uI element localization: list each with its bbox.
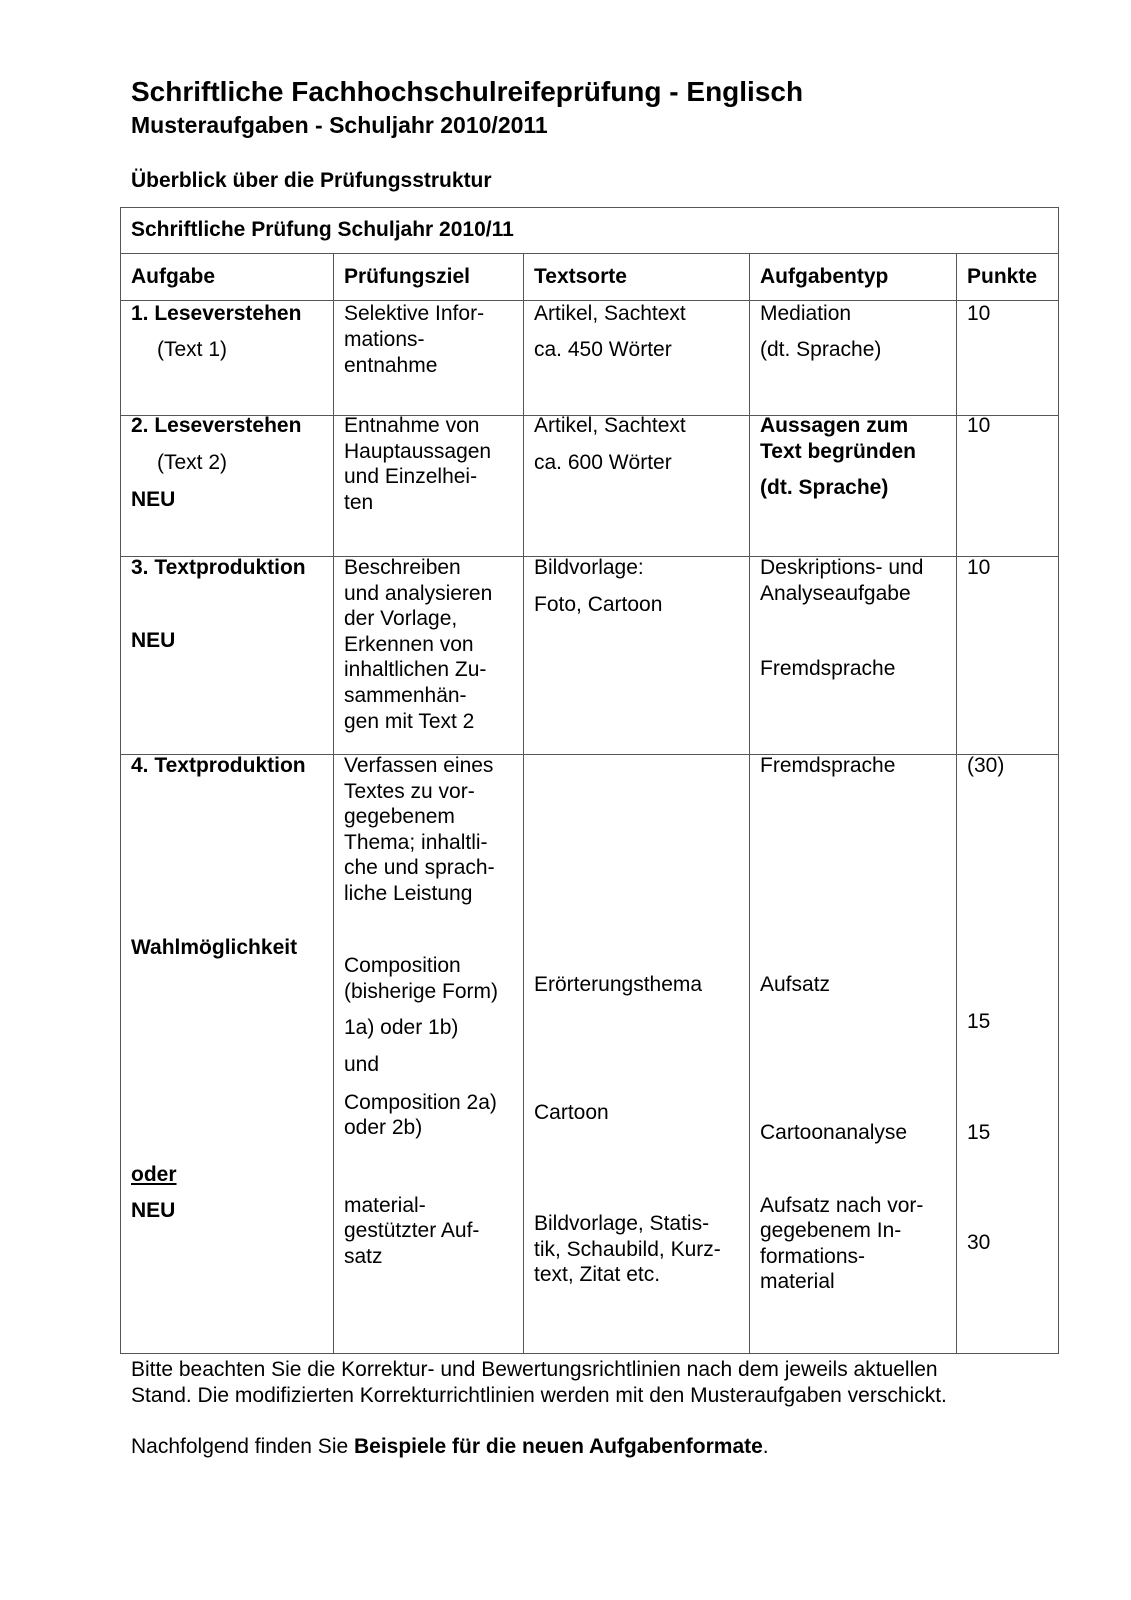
- task-4-material-line: material-: [344, 1194, 426, 1217]
- task-2-ziel-line: Hauptaussagen: [344, 440, 492, 463]
- task-2-ziel-line: Entnahme von: [344, 414, 480, 437]
- footer-note-line-1: Bitte beachten Sie die Korrektur- und Bewertungsrichtlinien nach dem jeweils aktuellen: [131, 1358, 938, 1381]
- task-3-punkte: 10: [967, 556, 991, 579]
- task-4-punkte-2: 15: [967, 1121, 991, 1144]
- task-1-textsorte-line: Artikel, Sachtext: [534, 302, 686, 325]
- document-title: Schriftliche Fachhochschulreifeprüfung - Englisch: [131, 76, 804, 107]
- task-3-ziel-line: und analysieren: [344, 582, 493, 605]
- task-3-neu-label: NEU: [131, 629, 176, 652]
- task-4-typ-cartoonanalyse: Cartoonanalyse: [760, 1121, 908, 1144]
- task-3-ziel-line: der Vorlage,: [344, 607, 458, 630]
- task-2-ziel-line: und Einzelhei-: [344, 465, 478, 488]
- task-3-ziel-line: sammenhän-: [344, 684, 467, 707]
- task-2-punkte: 10: [967, 414, 991, 437]
- task-4-material-line: satz: [344, 1245, 383, 1268]
- task-4-neu-label: NEU: [131, 1199, 176, 1222]
- task-4-textsorte-eroerterung: Erörterungsthema: [534, 973, 703, 996]
- task-1-ziel-line: mations-: [344, 328, 425, 351]
- column-header-pruefungsziel: Prüfungsziel: [344, 265, 471, 288]
- footer-next-bold: Beispiele für die neuen Aufgabenformate: [354, 1435, 763, 1458]
- task-4-textsorte-bild-line: tik, Schaubild, Kurz-: [534, 1238, 721, 1261]
- task-3-ziel-line: Beschreiben: [344, 556, 461, 579]
- task-2-neu-label: NEU: [131, 488, 176, 511]
- column-header-aufgabe: Aufgabe: [131, 265, 215, 288]
- task-4-und: und: [344, 1053, 380, 1076]
- task-3-typ-line: Deskriptions- und: [760, 556, 924, 579]
- task-1-ziel-line: entnahme: [344, 354, 438, 377]
- task-3-textsorte-line: Bildvorlage:: [534, 556, 644, 579]
- task-4-comp2-line: Composition 2a): [344, 1091, 497, 1114]
- task-2-typ-line: Aussagen zum: [760, 414, 909, 437]
- task-1-punkte: 10: [967, 302, 991, 325]
- task-4-typ-aufsatz: Aufsatz: [760, 973, 831, 996]
- task-4-typ-material-line: Aufsatz nach vor-: [760, 1194, 924, 1217]
- task-2-textsorte-line: ca. 600 Wörter: [534, 451, 672, 474]
- task-1-typ-line: Mediation: [760, 302, 852, 325]
- task-2-textsorte-line: Artikel, Sachtext: [534, 414, 686, 437]
- section-heading: Überblick über die Prüfungsstruktur: [131, 169, 492, 192]
- footer-next-line: [131, 1434, 769, 1460]
- column-header-textsorte: Textsorte: [534, 265, 627, 288]
- task-3-typ-line: Analyseaufgabe: [760, 582, 911, 605]
- task-4-ziel-line: Textes zu vor-: [344, 780, 475, 803]
- task-4-wahl-label: Wahlmöglichkeit: [131, 936, 298, 959]
- task-3-ziel-line: gen mit Text 2: [344, 710, 475, 733]
- task-1-typ-line: (dt. Sprache): [760, 338, 882, 361]
- task-4-comp1-line: Composition: [344, 954, 461, 977]
- task-4-textsorte-bild-line: Bildvorlage, Statis-: [534, 1212, 710, 1235]
- task-4-title: 4. Textproduktion: [131, 754, 306, 777]
- task-2-ziel-line: ten: [344, 491, 374, 514]
- task-4-textsorte-cartoon: Cartoon: [534, 1101, 609, 1124]
- task-3-ziel-line: Erkennen von: [344, 633, 474, 656]
- task-4-typ-material-line: gegebenem In-: [760, 1219, 902, 1242]
- task-2-typ-line: (dt. Sprache): [760, 476, 889, 499]
- task-2-title: 2. Leseverstehen: [131, 414, 302, 437]
- task-3-textsorte-line: Foto, Cartoon: [534, 593, 663, 616]
- column-header-aufgabentyp: Aufgabentyp: [760, 265, 889, 288]
- task-4-oder-label: oder: [131, 1163, 177, 1186]
- task-4-comp1-line: 1a) oder 1b): [344, 1016, 459, 1039]
- column-header-punkte: Punkte: [967, 265, 1038, 288]
- task-4-ziel-line: gegebenem: [344, 805, 455, 828]
- task-3-title: 3. Textproduktion: [131, 556, 306, 579]
- task-4-typ-material-line: material: [760, 1270, 835, 1293]
- footer-next-suffix: .: [762, 1435, 769, 1458]
- task-4-punkte-total: (30): [967, 754, 1005, 777]
- task-3-ziel-line: inhaltlichen Zu-: [344, 658, 487, 681]
- task-1-subtitle: (Text 1): [157, 338, 228, 361]
- exam-structure-table: [120, 207, 1059, 1354]
- table-caption: Schriftliche Prüfung Schuljahr 2010/11: [131, 218, 514, 241]
- task-4-ziel-line: che und sprach-: [344, 856, 495, 879]
- document-subtitle: Musteraufgaben - Schuljahr 2010/2011: [131, 112, 548, 138]
- task-1-ziel-line: Selektive Infor-: [344, 302, 485, 325]
- footer-next-prefix: Nachfolgend finden Sie: [131, 1435, 354, 1458]
- task-4-punkte-3: 30: [967, 1231, 991, 1254]
- task-2-typ-line: Text begründen: [760, 440, 916, 463]
- task-3-typ-line: Fremdsprache: [760, 657, 896, 680]
- task-4-comp2-line: oder 2b): [344, 1116, 423, 1139]
- task-4-ziel-line: Thema; inhaltli-: [344, 831, 488, 854]
- task-1-textsorte-line: ca. 450 Wörter: [534, 338, 672, 361]
- task-4-comp1-line: (bisherige Form): [344, 980, 499, 1003]
- task-4-typ-material-line: formations-: [760, 1245, 866, 1268]
- task-2-subtitle: (Text 2): [157, 451, 228, 474]
- footer-note-line-2: Stand. Die modifizierten Korrekturrichtlinien werden mit den Musteraufgaben verschickt.: [131, 1384, 947, 1407]
- task-4-typ-fremdsprache: Fremdsprache: [760, 754, 896, 777]
- task-1-title: 1. Leseverstehen: [131, 302, 302, 325]
- task-4-material-line: gestützter Auf-: [344, 1219, 480, 1242]
- task-4-ziel-line: liche Leistung: [344, 882, 473, 905]
- task-4-punkte-1: 15: [967, 1010, 991, 1033]
- task-4-ziel-line: Verfassen eines: [344, 754, 494, 777]
- task-4-textsorte-bild-line: text, Zitat etc.: [534, 1263, 661, 1286]
